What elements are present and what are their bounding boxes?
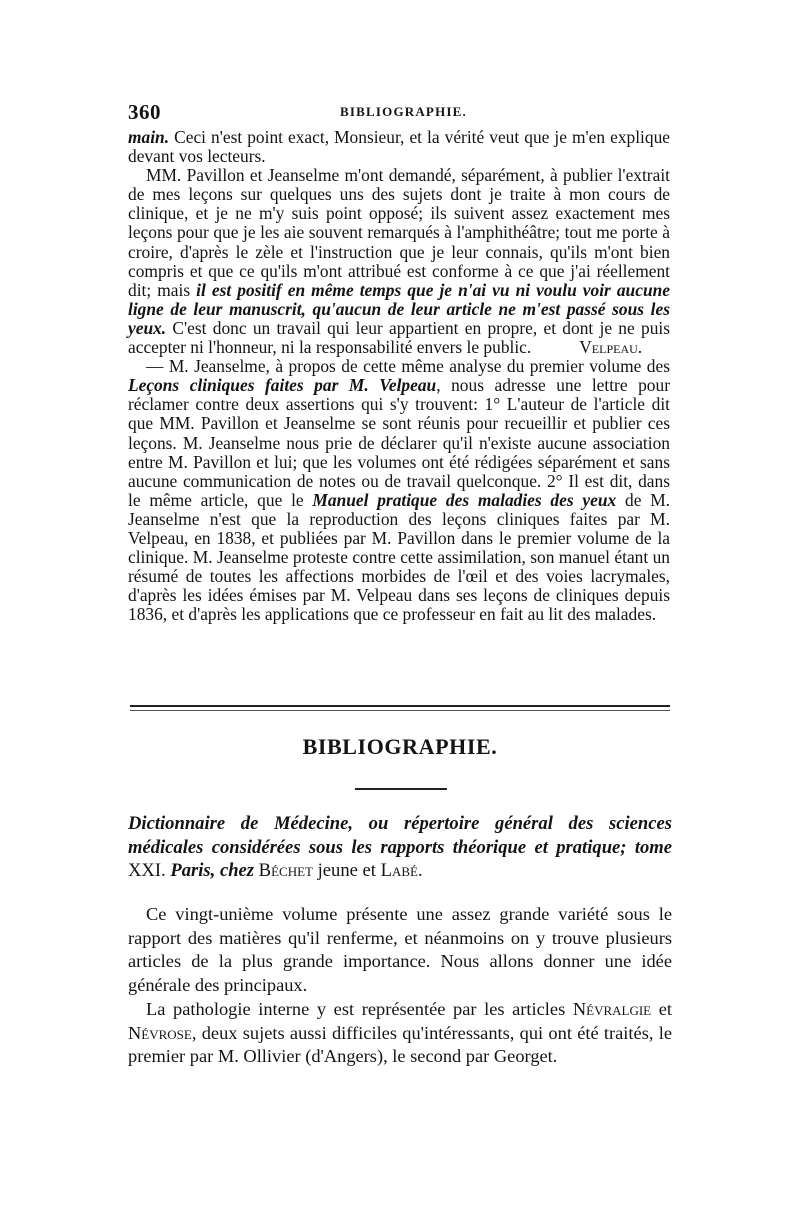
article-term: Névrose [128,1022,192,1043]
signature: Velpeau. [579,337,643,358]
italic-text: il est positif en même temps que je n'ai vu ni voulu voir aucune ligne de leur manuscrit, qu'aucun de leur article ne m'est passé sous les yeux. [128,279,671,338]
section-divider-thin [130,710,670,711]
running-head: BIBLIOGRAPHIE. [340,104,467,119]
book-publisher: Labé. [380,860,423,881]
book-place: Paris, chez [170,860,255,881]
review-paragraph-1: Ce vingt-unième volume présente une assez grande variété sous le rapport des matières qu'il renferme, et néanmoins on y trouve plusieurs articles de la plus grande importance. Nous allons donner une idée générale des principaux. [128,904,672,996]
book-publisher-joiner: jeune et [312,860,381,881]
paragraph-text: de M. Jeanselme n'est que la reproduction des leçons cliniques faites par M. Velpeau, en 1838, et publiées par M. Pavillon dans le premier volume de la clinique. M. Jeanselme proteste contre cette assimilation, son manuel étant un résumé de toutes les affections morbides de l'œil et des voies lacrymales, d'après les idées émises par M. Velpeau dans ses leçons de cliniques depuis 1836, et d'après les applications que ce professeur en fait au lit des malades. [128,489,671,625]
article-term: Névralgie [572,998,652,1019]
book-tome: XXI. [128,860,171,881]
book-title: Dictionnaire de Médecine, ou répertoire général des sciences médicales considérées sous les rapports théorique et pratique; tome [128,813,672,858]
paragraph-text: Ceci n'est point exact, Monsieur, et la vérité veut que je m'en explique devant vos lecteurs. [128,127,670,167]
paragraph-text: La pathologie interne y est représentée par les articles [146,998,573,1019]
paragraph-text: , deux sujets aussi difficiles qu'intéressants, qui ont été traités, le premier par M. Ollivier (d'Angers), le second par Georget. [128,1022,672,1067]
book-publisher: Béchet [254,860,313,881]
italic-text: Manuel pratique des maladies des yeux [312,489,617,510]
letter-paragraph-2 [128,166,670,357]
section-title: BIBLIOGRAPHIE. [302,734,498,759]
paragraph-text: MM. Pavillon et Jeanselme m'ont demandé, séparément, à publier l'extrait de mes leçons sur quelques uns des sujets dont je traite à mon cours de clinique, et je ne m'y suis point opposé; ils suivent assez exactement mes leçons pour que je les aie souvent remarqués à l'amphithéâtre; tout me porte à croire, d'après le zèle et l'instruction que je leur connais, qu'ils m'ont bien compris et que ce qu'ils m'ont attribué est conforme à ce que j'ai réellement dit; mais [128,165,670,300]
paragraph-text: — M. Jeanselme, à propos de cette même analyse du premier volume des [146,356,670,377]
paragraph-text: C'est donc un travail qui leur appartient en propre, et dont je ne puis accepter ni l'honneur, ni la responsabilité envers le public. [128,317,670,358]
letter-paragraph-1 [128,128,670,166]
page-number: 360 [128,100,161,124]
notice-paragraph [128,357,670,624]
italic-text: main. [128,127,170,147]
section-divider-thick [130,705,670,707]
paragraph-text: , nous adresse une lettre pour réclamer contre deux assertions qui s'y trouvent: 1° L'auteur de l'article dit que MM. Pavillon et Jeanselme se sont réunis pour recueillir et publier ces leçons. M. Jeanselme nous prie de déclarer qu'il n'existe aucune association entre M. Pavillon et lui; que les volumes ont été rédigées séparément et sans aucune communication de notes ou de travail quelconque. 2° Il est dit, dans le même article, que le [128,375,670,510]
italic-text: Leçons cliniques faites par M. Velpeau [128,375,437,396]
paragraph-text: et [651,998,672,1019]
title-underline [355,788,447,790]
review-body [128,903,672,1069]
letter-continuation [128,128,670,624]
review-paragraph-2 [128,998,672,1069]
book-reference [128,812,672,883]
